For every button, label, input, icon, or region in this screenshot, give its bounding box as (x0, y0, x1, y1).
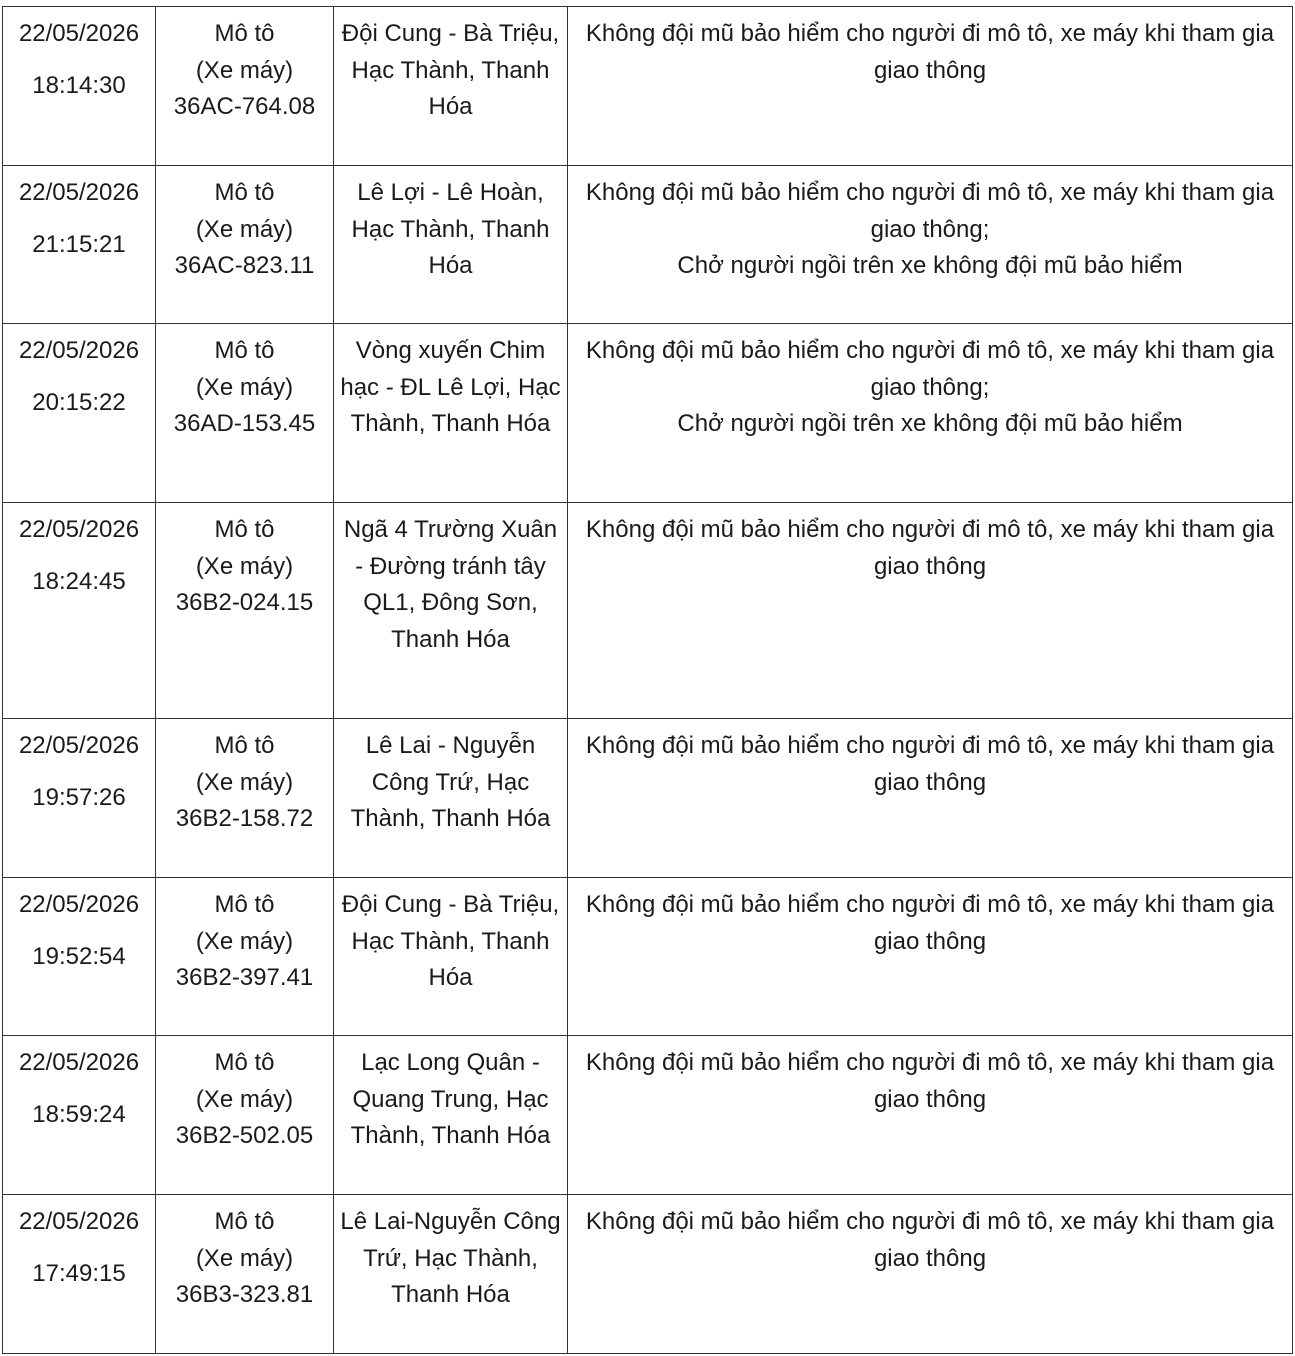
license-plate: 36B2-024.15 (175, 589, 314, 617)
violation-cell (568, 7, 1293, 166)
vehicle-subtype: (Xe máy) (195, 768, 294, 796)
table-row (3, 503, 1293, 719)
license-plate: 36B2-502.05 (175, 1122, 314, 1150)
violation-text: Không đội mũ bảo hiểm cho người đi mô tô, xe máy khi tham gia giao thông (585, 891, 1275, 955)
violation-cell (568, 1195, 1293, 1354)
table-row (3, 1195, 1293, 1354)
license-plate: 36B2-158.72 (175, 805, 314, 833)
vehicle-type: Mô tô (214, 337, 275, 364)
violation-text: Không đội mũ bảo hiểm cho người đi mô tô, xe máy khi tham gia giao thông (585, 732, 1275, 796)
vehicle-type: Mô tô (214, 1049, 275, 1076)
vehicle-type: Mô tô (214, 891, 275, 918)
violation-time: 21:15:21 (32, 230, 126, 258)
violations-table-body (3, 7, 1293, 1354)
datetime-cell (3, 1036, 156, 1195)
vehicle-cell (156, 324, 334, 503)
license-plate: 36AC-764.08 (173, 93, 316, 121)
violation-text: Không đội mũ bảo hiểm cho người đi mô tô, xe máy khi tham gia giao thông (585, 20, 1275, 84)
license-plate: 36B3-323.81 (175, 1281, 314, 1309)
vehicle-subtype: (Xe máy) (195, 56, 294, 84)
vehicle-subtype: (Xe máy) (195, 215, 294, 243)
license-plate: 36AD-153.45 (173, 410, 316, 438)
violation-text: Không đội mũ bảo hiểm cho người đi mô tô, xe máy khi tham gia giao thông; (585, 179, 1275, 243)
datetime-cell (3, 878, 156, 1036)
violation-cell (568, 878, 1293, 1036)
location-cell: Đội Cung - Bà Triệu, Hạc Thành, Thanh Hóa (334, 878, 568, 1036)
datetime-cell (3, 719, 156, 878)
violation-time: 20:15:22 (32, 388, 126, 416)
location-cell: Đội Cung - Bà Triệu, Hạc Thành, Thanh Hóa (334, 7, 568, 166)
vehicle-type: Mô tô (214, 732, 275, 759)
violation-date: 22/05/2026 (18, 1208, 140, 1235)
table-row (3, 1036, 1293, 1195)
violation-text: Không đội mũ bảo hiểm cho người đi mô tô, xe máy khi tham gia giao thông; (585, 337, 1275, 401)
vehicle-cell (156, 1195, 334, 1354)
location-cell: Lê Lai-Nguyễn Công Trứ, Hạc Thành, Thanh Hóa (334, 1195, 568, 1354)
vehicle-subtype: (Xe máy) (195, 552, 294, 580)
violation-cell (568, 166, 1293, 324)
violation-text: Không đội mũ bảo hiểm cho người đi mô tô, xe máy khi tham gia giao thông (585, 1208, 1275, 1272)
vehicle-type: Mô tô (214, 20, 275, 47)
location-cell: Lạc Long Quân - Quang Trung, Hạc Thành, Thanh Hóa (334, 1036, 568, 1195)
violation-date: 22/05/2026 (18, 337, 140, 364)
table-row (3, 324, 1293, 503)
datetime-cell (3, 503, 156, 719)
violations-table (2, 6, 1293, 1354)
table-row (3, 719, 1293, 878)
license-plate: 36B2-397.41 (175, 964, 314, 992)
violation-date: 22/05/2026 (18, 20, 140, 47)
table-row (3, 878, 1293, 1036)
violation-cell (568, 324, 1293, 503)
violation-text: Chở người ngồi trên xe không đội mũ bảo hiểm (677, 252, 1183, 280)
table-row (3, 7, 1293, 166)
violation-time: 17:49:15 (32, 1259, 126, 1287)
vehicle-subtype: (Xe máy) (195, 1085, 294, 1113)
vehicle-subtype: (Xe máy) (195, 927, 294, 955)
vehicle-cell (156, 878, 334, 1036)
vehicle-subtype: (Xe máy) (195, 1244, 294, 1272)
violation-date: 22/05/2026 (18, 891, 140, 918)
violation-cell (568, 719, 1293, 878)
vehicle-cell (156, 166, 334, 324)
violation-date: 22/05/2026 (18, 732, 140, 759)
datetime-cell (3, 324, 156, 503)
location-cell: Vòng xuyến Chim hạc - ĐL Lê Lợi, Hạc Thành, Thanh Hóa (334, 324, 568, 503)
datetime-cell (3, 166, 156, 324)
datetime-cell (3, 7, 156, 166)
vehicle-type: Mô tô (214, 179, 275, 206)
vehicle-cell (156, 719, 334, 878)
violation-date: 22/05/2026 (18, 179, 140, 206)
violation-time: 19:52:54 (32, 942, 126, 970)
location-cell: Lê Lợi - Lê Hoàn, Hạc Thành, Thanh Hóa (334, 166, 568, 324)
location-cell: Ngã 4 Trường Xuân - Đường tránh tây QL1, Đông Sơn, Thanh Hóa (334, 503, 568, 719)
violation-text: Không đội mũ bảo hiểm cho người đi mô tô, xe máy khi tham gia giao thông (585, 1049, 1275, 1113)
vehicle-cell (156, 1036, 334, 1195)
table-row (3, 166, 1293, 324)
violation-time: 18:24:45 (32, 567, 126, 595)
vehicle-cell (156, 7, 334, 166)
vehicle-subtype: (Xe máy) (195, 373, 294, 401)
violation-cell (568, 1036, 1293, 1195)
location-cell: Lê Lai - Nguyễn Công Trứ, Hạc Thành, Thanh Hóa (334, 719, 568, 878)
datetime-cell (3, 1195, 156, 1354)
violation-date: 22/05/2026 (18, 1049, 140, 1076)
violation-time: 18:59:24 (32, 1100, 126, 1128)
violation-text: Chở người ngồi trên xe không đội mũ bảo hiểm (677, 410, 1183, 438)
violation-text: Không đội mũ bảo hiểm cho người đi mô tô, xe máy khi tham gia giao thông (585, 516, 1275, 580)
license-plate: 36AC-823.11 (174, 252, 315, 280)
vehicle-cell (156, 503, 334, 719)
violation-date: 22/05/2026 (18, 516, 140, 543)
violation-cell (568, 503, 1293, 719)
vehicle-type: Mô tô (214, 1208, 275, 1235)
vehicle-type: Mô tô (214, 516, 275, 543)
violation-time: 18:14:30 (32, 71, 126, 99)
violation-time: 19:57:26 (32, 783, 126, 811)
